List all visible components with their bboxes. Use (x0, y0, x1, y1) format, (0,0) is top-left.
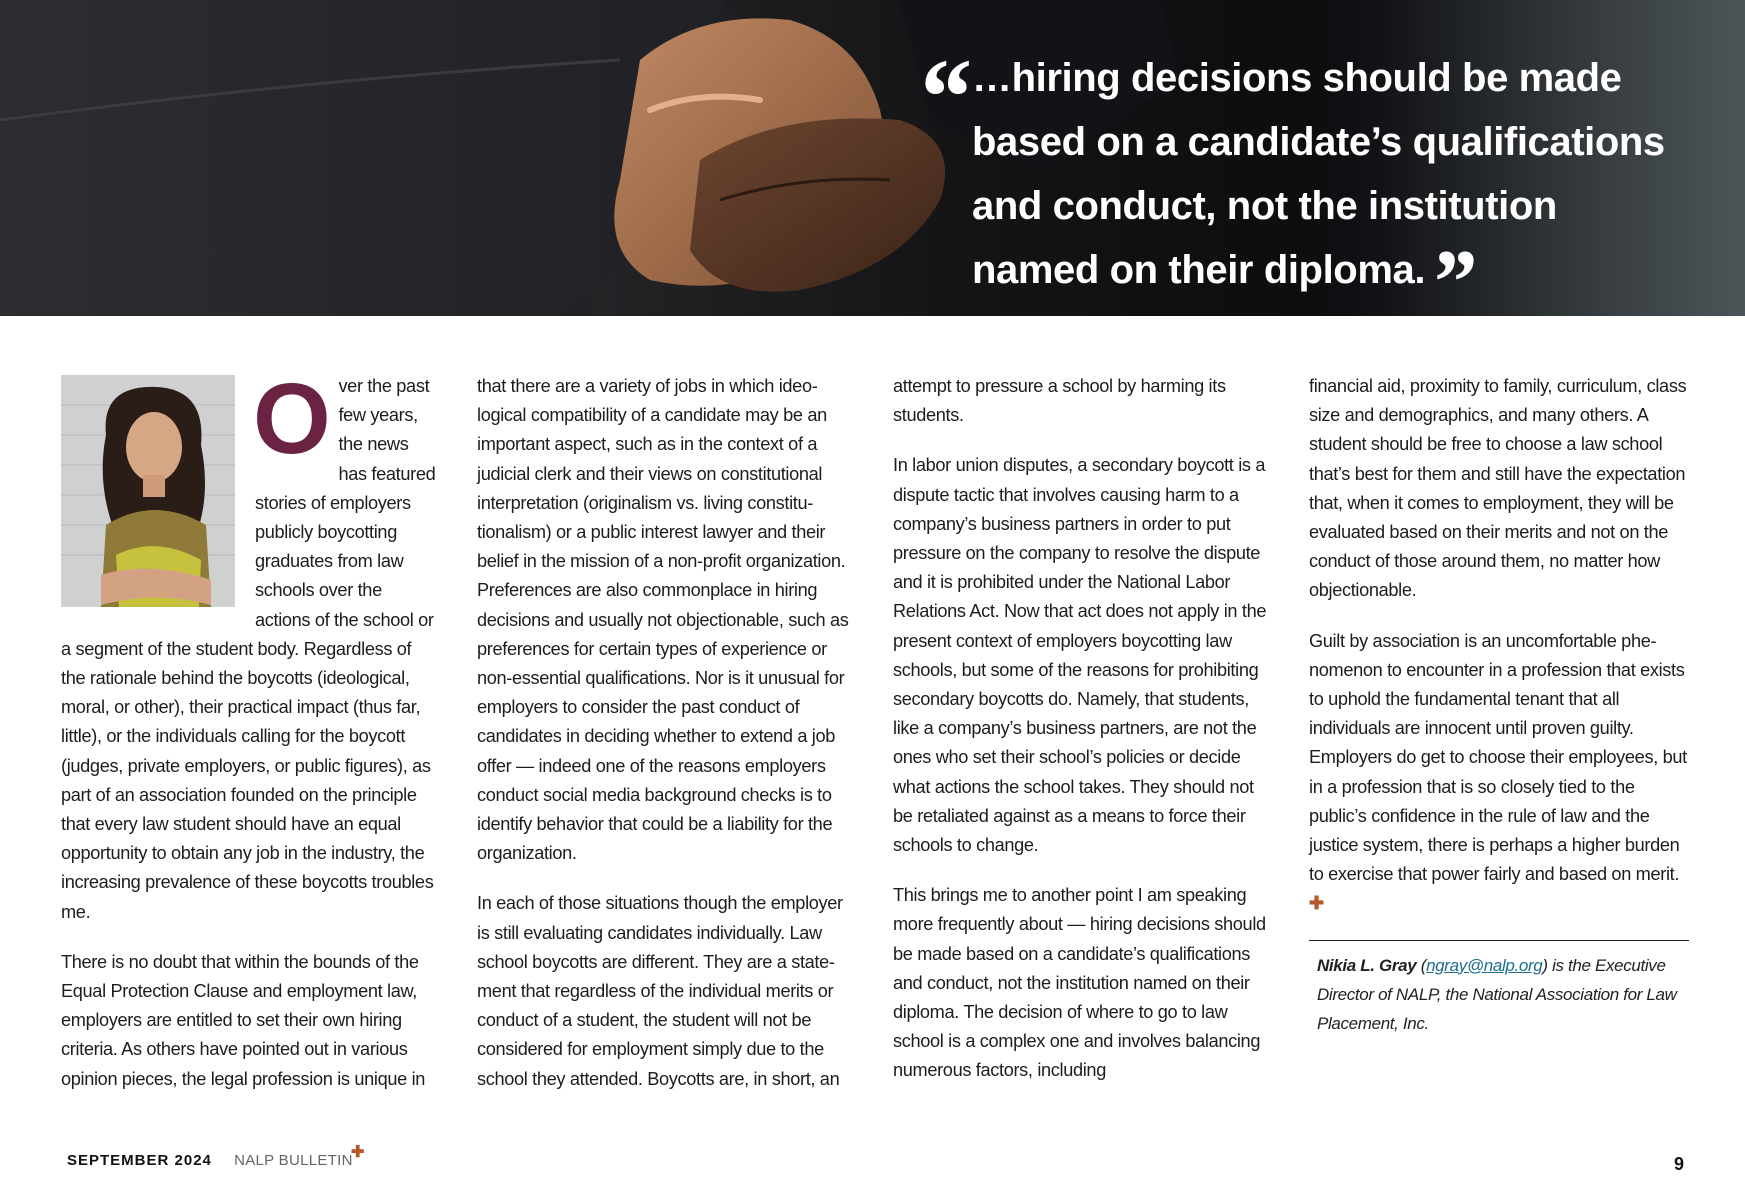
paragraph: Guilt by association is an uncomfortable phenomenon to encounter in a profession that exists to uphold the fundamental tenant that all individuals are innocent until proven guilty. Employers do get to choose their employees, but in a profession that is so closely tied to the public’s confidence in the rule of law and the justice system, there is perhaps a higher burden to exercise that power fairly and based on merit. (1309, 630, 1687, 885)
close-quote-mark: ” (1429, 231, 1475, 316)
footer (67, 1144, 365, 1169)
author-email-link[interactable]: ngray@nalp.org (1426, 955, 1543, 975)
drop-cap: O (253, 363, 331, 475)
paragraph: ver the past few years, the news has featured stories of employers publicly boycotting graduates from law schools over the actions of the school or a segment of the student body. Regardless of the rationale behind the boycotts (ideological, moral, or other), their practical impact (thus far, little), or the individuals calling for the boycott (judges, private employers, or public figures), as part of an association founded on the principle that every law student should have an equal opportunity to obtain any job in the industry, the increasing prevalence of these boycotts troubles me. (61, 376, 436, 922)
issue-date: SEPTEMBER 2024 (67, 1152, 212, 1169)
author-name: Nikia L. Gray (1317, 955, 1417, 975)
article-column-3 (893, 372, 1271, 1107)
paragraph: In labor union disputes, a secondary boycott is a dispute tactic that involves causing harm to a company’s business partners in order to put pressure on the company to resolve the dispute and it is prohibited under the National Labor Relations Act. Now that act does not apply in the present context of employers boycotting law schools, but some of the reasons for prohibiting secondary boycotts do. Namely, that students, like a company’s business partners, are not the ones who set their school’s policies or decide what actions the school takes. They should not be retaliated against as a means to force their schools to change. (893, 455, 1267, 856)
page-number: 9 (1674, 1154, 1685, 1174)
plus-icon: ✚ (351, 1144, 365, 1161)
paragraph: attempt to pressure a school by harming its students. (893, 376, 1226, 426)
hero-banner (0, 0, 1745, 316)
author-bio-text: ) is the Executive Director of NALP, the National Association for Law Placement, Inc. (1317, 955, 1677, 1033)
article-column-2 (477, 372, 855, 1115)
bio-divider (1309, 940, 1689, 941)
paragraph: In each of those situations though the employer is still evaluating candidates individually. Law school boycotts are different. They are a statement that regardless of the individual merits or conduct of a student, the student will not be considered for employment simply due to the school they attended. Boycotts are, in short, an (477, 893, 843, 1089)
end-of-article-icon: ✚ (1309, 893, 1324, 914)
open-quote-mark: “ (915, 36, 970, 158)
article-column-4 (1309, 372, 1689, 1038)
paragraph: financial aid, proximity to family, curriculum, class size and demographics, and many others. A student should be free to choose a law school that’s best for them and still have the expectation that, when it comes to employment, they will be evaluated based on their merits and not on the conduct of those around them, no matter how objectionable. (1309, 376, 1687, 601)
author-portrait (61, 375, 235, 607)
paragraph: This brings me to another point I am speaking more frequently about — hiring decisions should be made based on a candidate’s qualifications and conduct, not the institution named on their diploma. The decision of where to go to law school is a complex one and involves balancing numerous factors, including (893, 885, 1266, 1081)
paragraph: There is no doubt that within the bounds of the Equal Protection Clause and employment law, employers are entitled to set their own hiring criteria. As others have pointed out in various opinion pieces, the legal profession is unique in (61, 951, 426, 1089)
paragraph: that there are a variety of jobs in which ideological compatibility of a candidate may be an important aspect, such as in the context of a judicial clerk and their views on constitutional interpretation (originalism vs. living constitutionalism) or a public interest lawyer and their belief in the mission of a non-profit organization. Preferences are also commonplace in hiring decisions and usually not objectionable, such as preferences for certain types of experience or non-essential qualifications. Nor is it unusual for employers to consider the past conduct of candidates in deciding whether to extend a job offer — indeed one of the reasons employers conduct social media background checks is to identify behavior that could be a liability for the organization. (477, 376, 849, 864)
author-bio: Nikia L. Gray (ngray@nalp.org) is the Executive Director of NALP, the National Association for Law Placement, Inc. (1317, 955, 1677, 1033)
publication-name: NALP BULLETIN ✚ (234, 1144, 365, 1169)
article-column-1 (61, 363, 439, 1115)
pull-quote-text: …hiring decisions should be made based on a candidate’s qualifications and conduct, not the institution named on their diploma. (972, 56, 1665, 292)
